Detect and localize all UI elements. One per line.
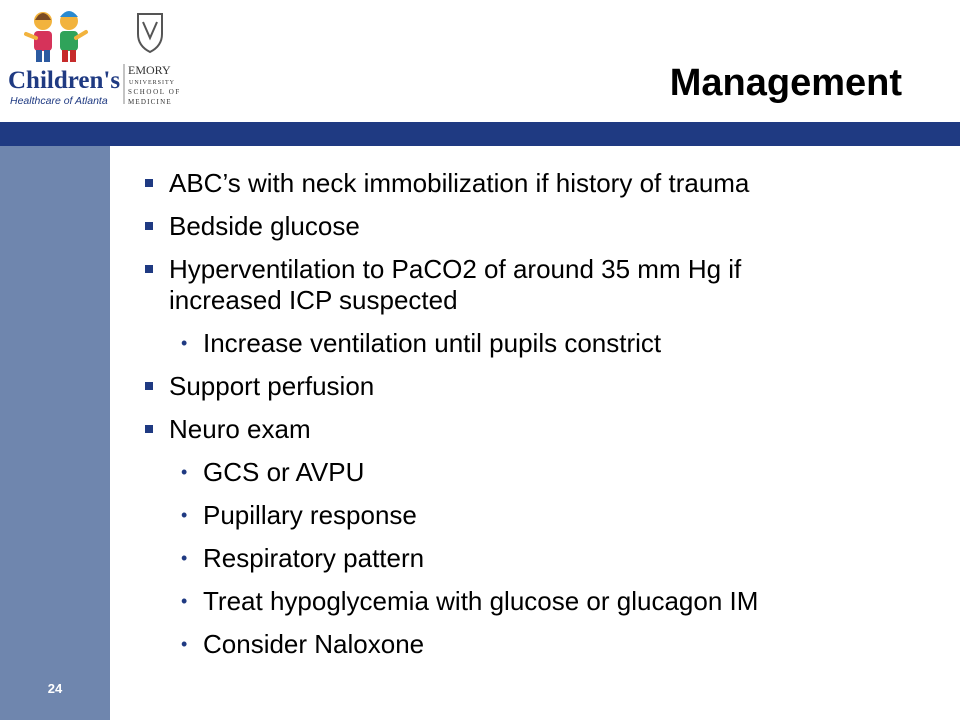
page-number: 24	[47, 681, 63, 696]
sub-bullet-item: GCS or AVPU	[203, 457, 365, 487]
square-bullet-icon	[145, 265, 153, 273]
square-bullet-icon	[145, 425, 153, 433]
dot-bullet-icon: •	[181, 634, 188, 654]
square-bullet-icon	[145, 382, 153, 390]
bullet-item: Bedside glucose	[169, 211, 360, 241]
bullet-item: ABC’s with neck immobilization if history of trauma	[169, 168, 750, 198]
dot-bullet-icon: •	[181, 462, 188, 482]
childrens-wordmark: Children's	[8, 67, 121, 94]
bullet-item: Neuro exam	[169, 414, 311, 444]
emory-line-1: EMORY	[128, 63, 171, 77]
bullet-item: Support perfusion	[169, 371, 375, 401]
emory-line-4: MEDICINE	[128, 98, 172, 106]
dot-bullet-icon: •	[181, 548, 188, 568]
sub-bullet-item: Respiratory pattern	[203, 543, 425, 573]
sub-bullet-item: Increase ventilation until pupils constrict	[203, 328, 662, 358]
dot-bullet-icon: •	[181, 333, 188, 353]
dot-bullet-icon: •	[181, 505, 188, 525]
sub-bullet-item: Consider Naloxone	[203, 629, 425, 659]
square-bullet-icon	[145, 179, 153, 187]
dot-bullet-icon: •	[181, 591, 188, 611]
sub-bullet-item: Pupillary response	[203, 500, 417, 530]
childrens-subtitle: Healthcare of Atlanta	[10, 95, 108, 107]
square-bullet-icon	[145, 222, 153, 230]
bullet-item-line-2: increased ICP suspected	[169, 285, 458, 315]
emory-line-2: UNIVERSITY	[129, 80, 175, 86]
emory-line-3: SCHOOL OF	[128, 88, 181, 96]
bullet-item-line-1: Hyperventilation to PaCO2 of around 35 mm Hg if	[169, 254, 742, 284]
sub-bullet-item: Treat hypoglycemia with glucose or glucagon IM	[203, 586, 759, 616]
slide-title: Management	[669, 62, 902, 104]
